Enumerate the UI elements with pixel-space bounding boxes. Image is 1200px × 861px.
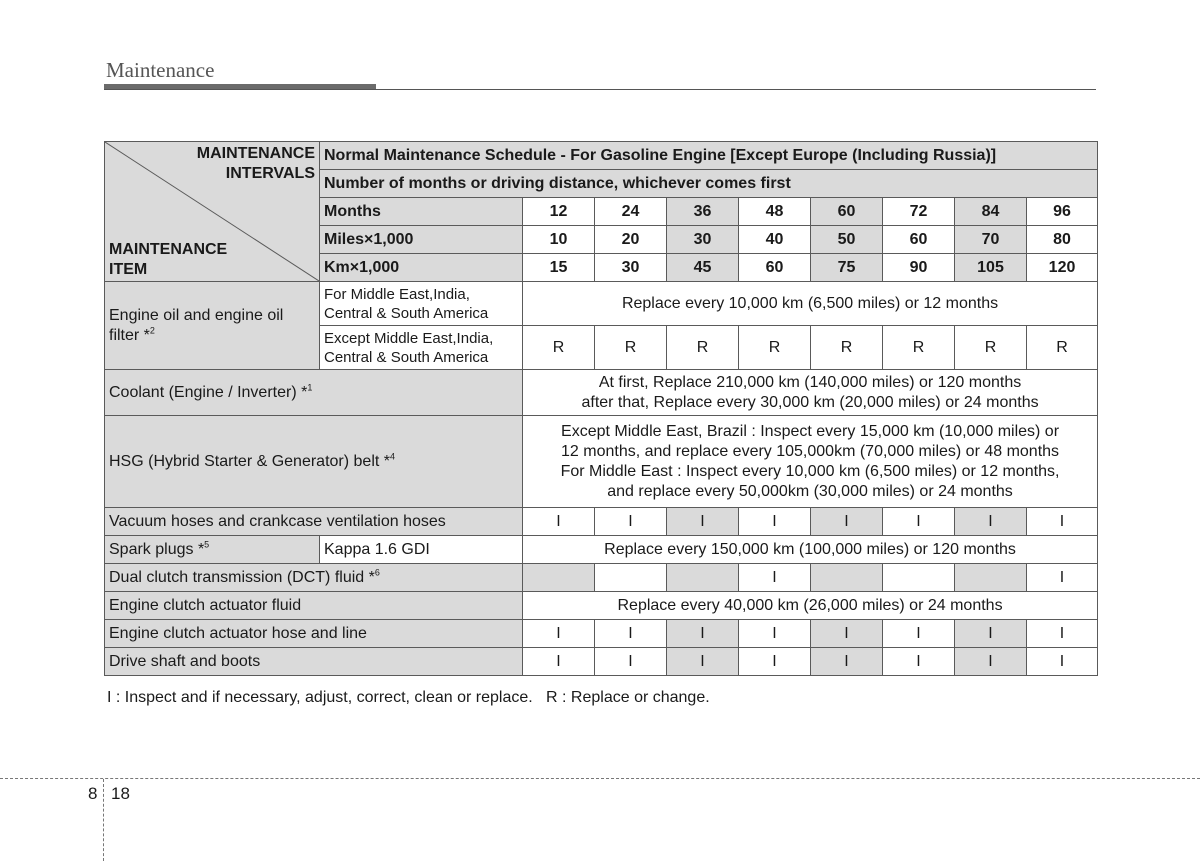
schedule-cell: I: [595, 648, 667, 676]
item-hsg-belt: HSG (Hybrid Starter & Generator) belt *$^4$: [105, 416, 523, 508]
schedule-cell: I: [523, 648, 595, 676]
interval-value: 105: [955, 254, 1027, 282]
schedule-cell: I: [811, 648, 883, 676]
schedule-cell: R: [955, 326, 1027, 370]
clutch-fluid-interval-text: Replace every 40,000 km (26,000 miles) or 24 months: [523, 592, 1098, 620]
schedule-cell: I: [595, 508, 667, 536]
schedule-cell: I: [739, 564, 811, 592]
item-clutch-fluid: Engine clutch actuator fluid: [105, 592, 523, 620]
interval-value: 12: [523, 198, 595, 226]
footnote-marker: 5: [204, 539, 210, 550]
schedule-cell: [523, 564, 595, 592]
interval-value: 60: [739, 254, 811, 282]
interval-value: 80: [1027, 226, 1098, 254]
interval-value: 96: [1027, 198, 1098, 226]
interval-value: 15: [523, 254, 595, 282]
table-row-vacuum-hoses: [105, 508, 1098, 536]
spark-plugs-interval-text: Replace every 150,000 km (100,000 miles) or 120 months: [523, 536, 1098, 564]
chapter-number: 8: [88, 784, 98, 803]
schedule-cell: R: [1027, 326, 1098, 370]
schedule-cell: [811, 564, 883, 592]
schedule-cell: I: [955, 508, 1027, 536]
spark-plugs-engine: Kappa 1.6 GDI: [320, 536, 523, 564]
section-title: Maintenance: [106, 58, 215, 82]
item-dct-fluid: Dual clutch transmission (DCT) fluid *$^6$: [105, 564, 523, 592]
schedule-cell: R: [667, 326, 739, 370]
schedule-cell: R: [595, 326, 667, 370]
interval-value: 60: [883, 226, 955, 254]
schedule-cell: I: [523, 508, 595, 536]
item-drive-shaft: Drive shaft and boots: [105, 648, 523, 676]
corner-intervals-label: MAINTENANCE INTERVALS: [196, 145, 315, 182]
interval-value: 72: [883, 198, 955, 226]
footnote-marker: 4: [389, 451, 395, 462]
schedule-cell: [667, 564, 739, 592]
table-row-clutch-hose: [105, 620, 1098, 648]
schedule-cell: R: [811, 326, 883, 370]
interval-value: 50: [811, 226, 883, 254]
footnote-marker: 6: [374, 567, 380, 578]
interval-note: Number of months or driving distance, whichever comes first: [320, 170, 1098, 198]
maintenance-schedule-table: [104, 141, 1098, 676]
item-engine-oil: Engine oil and engine oil filter *$^2$: [105, 282, 320, 370]
interval-value: 60: [811, 198, 883, 226]
table-row-drive-shaft: [105, 648, 1098, 676]
schedule-cell: I: [1027, 648, 1098, 676]
region-middle-east-india: For Middle East,India, Central & South America: [320, 282, 523, 326]
table-row-spark-plugs: [105, 536, 1098, 564]
interval-value: 48: [739, 198, 811, 226]
schedule-cell: I: [955, 648, 1027, 676]
schedule-cell: I: [955, 620, 1027, 648]
table-row-hsg-belt: [105, 416, 1098, 508]
region-except-middle-east-india: Except Middle East,India, Central & South America: [320, 326, 523, 370]
item-spark-plugs: Spark plugs *$^5$: [105, 536, 320, 564]
corner-item-label: MAINTENANCE ITEM: [109, 241, 228, 278]
schedule-cell: R: [883, 326, 955, 370]
interval-value: 84: [955, 198, 1027, 226]
item-vacuum-hoses: Vacuum hoses and crankcase ventilation hoses: [105, 508, 523, 536]
table-row-dct-fluid: [105, 564, 1098, 592]
footnote-marker: 2: [149, 325, 155, 336]
schedule-cell: I: [1027, 620, 1098, 648]
footer-dashed-rule: [0, 778, 1200, 779]
interval-value: 120: [1027, 254, 1098, 282]
schedule-cell: I: [1027, 564, 1098, 592]
interval-value: 10: [523, 226, 595, 254]
hsg-belt-interval-text: Except Middle East, Brazil : Inspect every 15,000 km (10,000 miles) or 12 months, and replace every 105,000km (70,000 miles) or 48 months For Middle East : Inspect every 10,000 km (6,500 miles) or 12 months, and replace every 50,000km (30,000 miles) or 24 months: [523, 416, 1098, 508]
interval-value: 30: [667, 226, 739, 254]
schedule-cell: R: [739, 326, 811, 370]
schedule-cell: I: [667, 620, 739, 648]
interval-value: 30: [595, 254, 667, 282]
schedule-cell: [955, 564, 1027, 592]
schedule-cell: I: [667, 508, 739, 536]
header-rule-thin: [104, 89, 1096, 90]
interval-value: 40: [739, 226, 811, 254]
schedule-cell: I: [739, 648, 811, 676]
table-row-engine-oil: [105, 282, 1098, 326]
schedule-cell: I: [739, 508, 811, 536]
coolant-interval-text: At first, Replace 210,000 km (140,000 miles) or 120 months after that, Replace every 30,000 km (20,000 miles) or 24 months: [523, 370, 1098, 416]
schedule-cell: I: [883, 508, 955, 536]
interval-label-months: Months: [320, 198, 523, 226]
table-row-clutch-fluid: [105, 592, 1098, 620]
interval-value: 75: [811, 254, 883, 282]
interval-value: 24: [595, 198, 667, 226]
item-clutch-hose: Engine clutch actuator hose and line: [105, 620, 523, 648]
schedule-cell: I: [811, 620, 883, 648]
schedule-cell: I: [739, 620, 811, 648]
interval-value: 70: [955, 226, 1027, 254]
interval-label-miles: Miles×1,000: [320, 226, 523, 254]
schedule-cell: [883, 564, 955, 592]
page-number: 18: [111, 784, 130, 803]
interval-label-km: Km×1,000: [320, 254, 523, 282]
footnote-marker: 1: [307, 382, 313, 393]
schedule-title-row: [105, 142, 1098, 170]
interval-value: 90: [883, 254, 955, 282]
schedule-cell: I: [883, 620, 955, 648]
schedule-cell: I: [667, 648, 739, 676]
engine-oil-interval-text: Replace every 10,000 km (6,500 miles) or 12 months: [523, 282, 1098, 326]
schedule-cell: I: [883, 648, 955, 676]
table-row-coolant: [105, 370, 1098, 416]
schedule-cell: R: [523, 326, 595, 370]
item-coolant: Coolant (Engine / Inverter) *$^1$: [105, 370, 523, 416]
table-legend: I : Inspect and if necessary, adjust, correct, clean or replace. R : Replace or change.: [107, 689, 710, 706]
schedule-cell: I: [523, 620, 595, 648]
footer-dashed-divider: [103, 779, 104, 861]
schedule-title: Normal Maintenance Schedule - For Gasoline Engine [Except Europe (Including Russia)]: [320, 142, 1098, 170]
schedule-cell: I: [811, 508, 883, 536]
interval-value: 36: [667, 198, 739, 226]
table-corner-cell: [105, 142, 320, 282]
schedule-cell: I: [595, 620, 667, 648]
schedule-cell: [595, 564, 667, 592]
interval-value: 45: [667, 254, 739, 282]
interval-value: 20: [595, 226, 667, 254]
schedule-cell: I: [1027, 508, 1098, 536]
